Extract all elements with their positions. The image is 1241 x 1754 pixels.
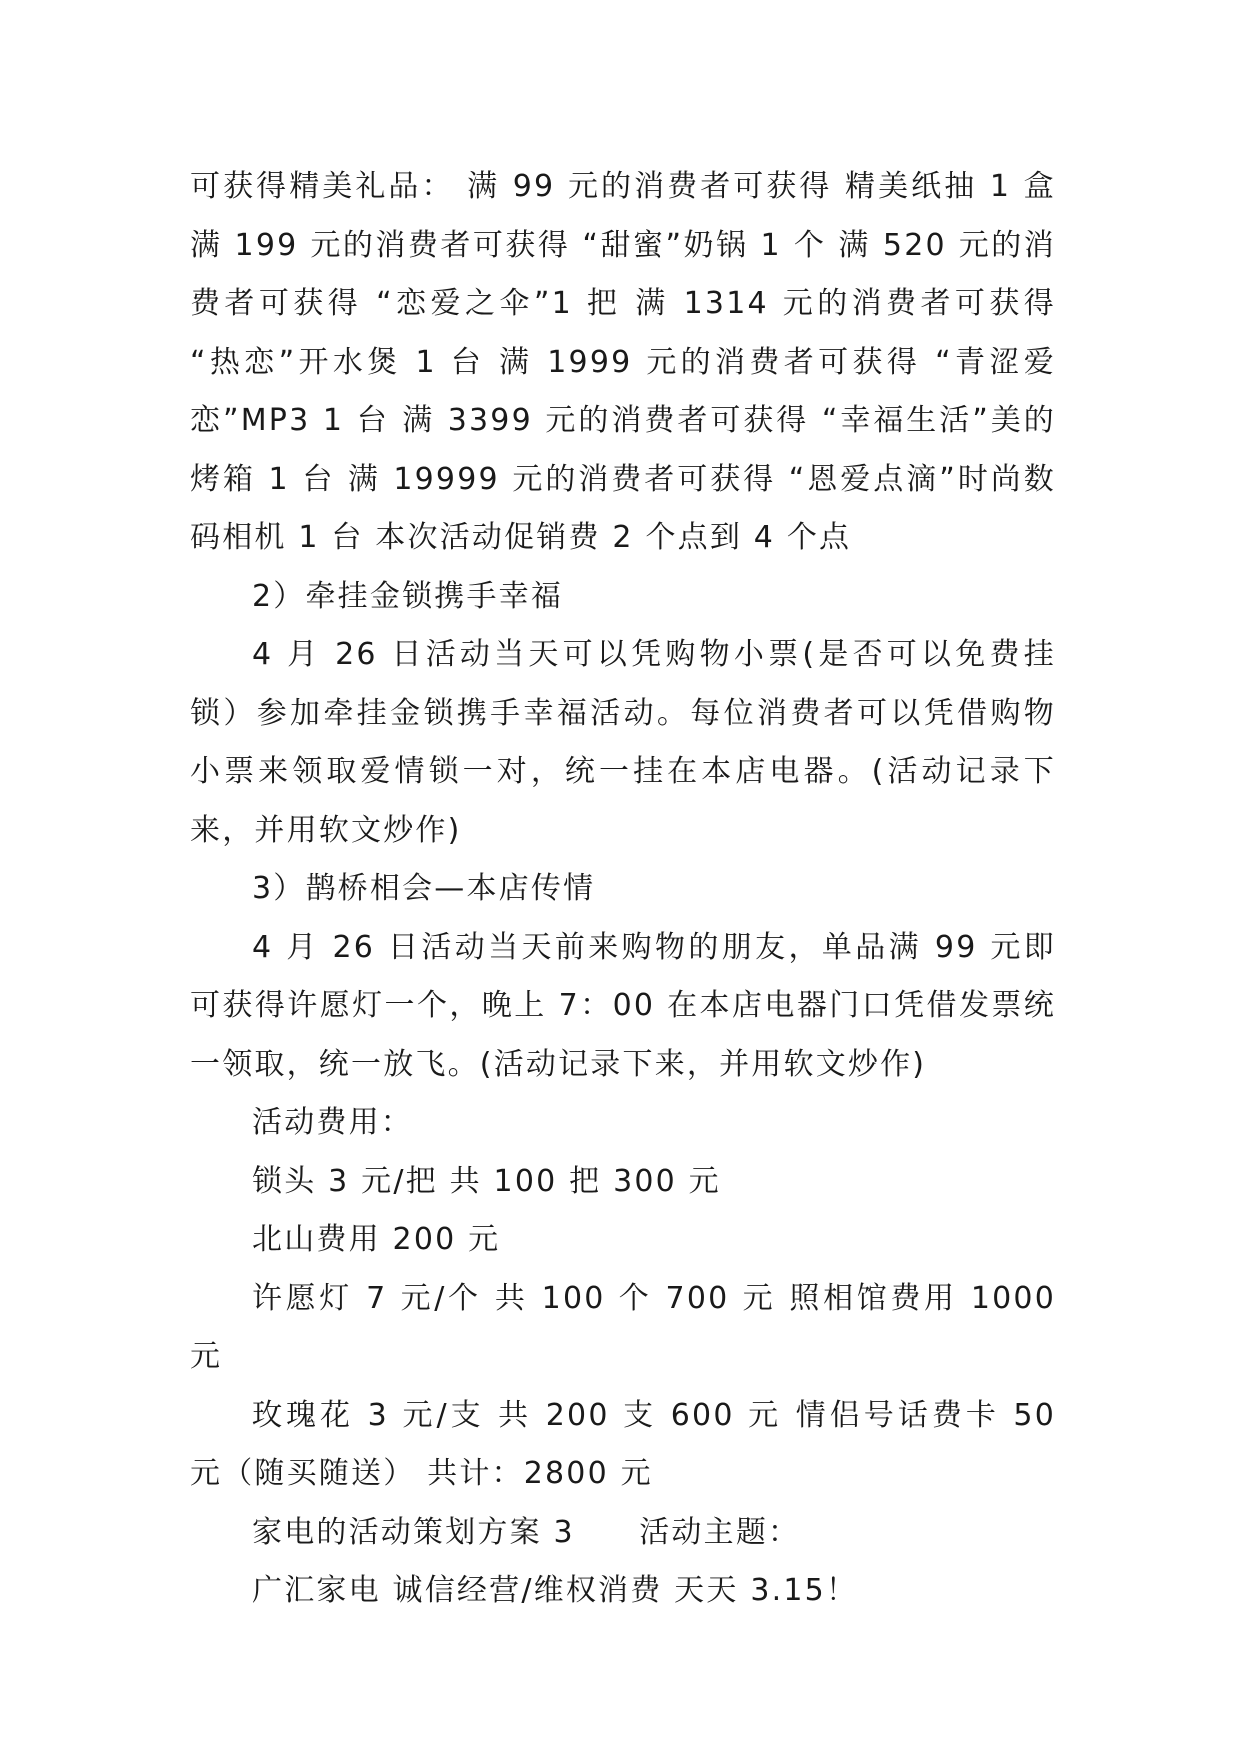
section-2-body: 4 月 26 日活动当天可以凭购物小票(是否可以免费挂锁）参加牵挂金锁携手幸福活动。每位消费者可以凭借购物小票来领取爱情锁一对，统一挂在本店电器。(活动记录下来，并用软文炒作) xyxy=(190,637,1056,848)
cost-beishan-line: 北山费用 200 元 xyxy=(252,1222,501,1257)
plan-3-theme: 广汇家电 诚信经营/维权消费 天天 3.15！ xyxy=(252,1573,859,1608)
plan-3-title: 家电的活动策划方案 3 活动主题： xyxy=(252,1514,801,1550)
gifts-list-paragraph: 可获得精美礼品： 满 99 元的消费者可获得 精美纸抽 1 盒 满 199 元的消费者可获得 “甜蜜”奶锅 1 个 满 520 元的消费者可获得 “恋爱之伞”1 把 满 1314 元的消费者可获得 “热恋”开水煲 1 台 满 1999 元的消费者可获得 “青涩爱恋”MP3 1 台 满 3399 元的消费者可获得 “幸福生活”美的烤箱 1 台 满 19999 元的消费者可获得 “恩爱点滴”时尚数码相机 1 台 本次活动促销费 2 个点到 4 个点 xyxy=(190,169,1056,555)
section-2-heading: 2）牵挂金锁携手幸福 xyxy=(252,578,564,614)
cost-rose-line: 玫瑰花 3 元/支 共 200 支 600 元 情侣号话费卡 50 元（随买随送） 共计：2800 元 xyxy=(190,1397,1056,1491)
section-3-heading: 3）鹊桥相会—本店传情 xyxy=(252,871,596,906)
cost-heading: 活动费用： xyxy=(252,1105,413,1140)
cost-lock-line: 锁头 3 元/把 共 100 把 300 元 xyxy=(252,1163,721,1199)
cost-lantern-line: 许愿灯 7 元/个 共 100 个 700 元 照相馆费用 1000 元 xyxy=(190,1280,1056,1374)
document-page xyxy=(190,158,1056,1621)
section-3-body: 4 月 26 日活动当天前来购物的朋友，单品满 99 元即可获得许愿灯一个，晚上 7：00 在本店电器门口凭借发票统一领取，统一放飞。(活动记录下来，并用软文炒作) xyxy=(190,929,1056,1082)
